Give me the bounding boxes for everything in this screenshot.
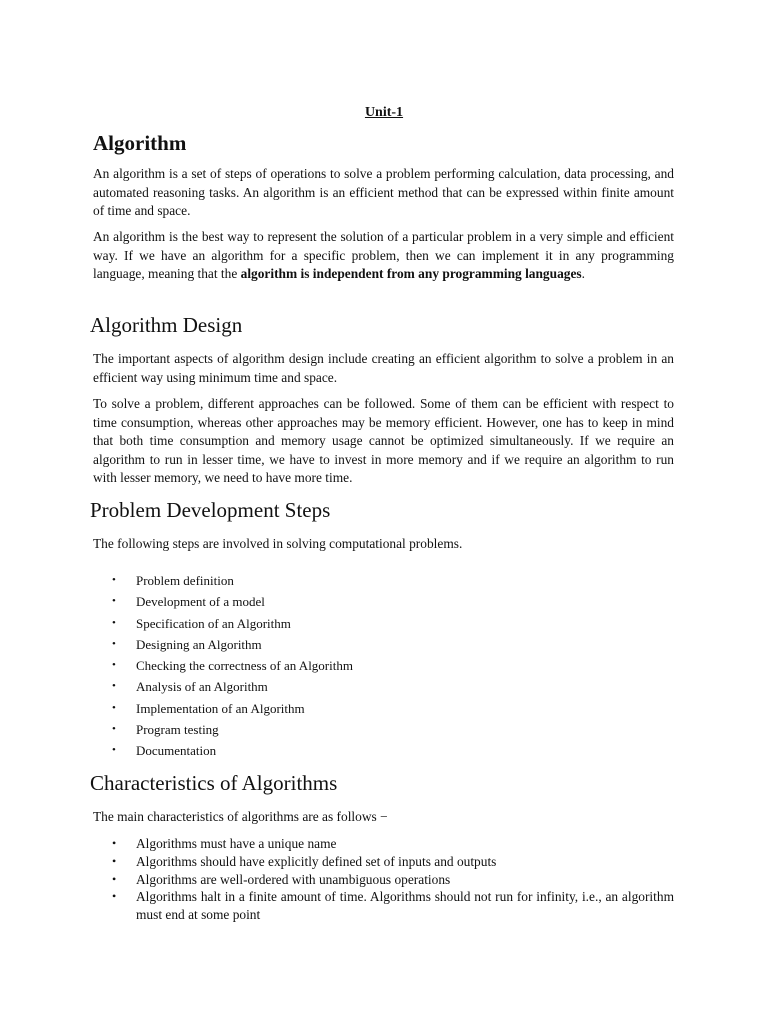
characteristics-intro: The main characteristics of algorithms are as follows − <box>93 809 388 824</box>
heading-algorithm-design: Algorithm Design <box>90 313 243 337</box>
list-item: • Program testing <box>93 719 353 740</box>
design-paragraph-2: To solve a problem, different approaches can be followed. Some of them can be efficient with respect to time consumption, whereas other approaches may be memory efficient. However, one has to keep in mind that both time consumption and memory usage cannot be optimized simultaneously. If we require an algorithm to run in lesser time, we have to invest in more memory and if we require an algorithm to run with lesser memory, we need to have more time. <box>93 396 674 485</box>
heading-problem-development-steps: Problem Development Steps <box>90 498 331 522</box>
list-item: • Algorithms halt in a finite amount of time. Algorithms should not run for infinity, i.e., an algorithm must end at some point <box>93 888 674 924</box>
algorithm-paragraph-2-bold: algorithm is independent from any programming languages <box>240 266 582 281</box>
list-item: • Algorithms are well-ordered with unambiguous operations <box>93 871 674 889</box>
list-item: • Specification of an Algorithm <box>93 613 353 634</box>
list-item: • Algorithms must have a unique name <box>93 835 674 853</box>
heading-characteristics: Characteristics of Algorithms <box>90 771 338 795</box>
list-item: • Analysis of an Algorithm <box>93 676 353 697</box>
characteristics-list <box>93 835 674 924</box>
list-item: • Development of a model <box>93 591 353 612</box>
design-paragraph-1: The important aspects of algorithm design include creating an efficient algorithm to solve a problem in an efficient way using minimum time and space. <box>93 351 674 385</box>
unit-title: Unit-1 <box>364 105 404 120</box>
algorithm-paragraph-2-end: . <box>581 266 585 281</box>
heading-algorithm: Algorithm <box>93 131 187 155</box>
algorithm-paragraph-1: An algorithm is a set of steps of operations to solve a problem performing calculation, data processing, and automated reasoning tasks. An algorithm is an efficient method that can be expressed within finite amount of time and space. <box>93 166 674 218</box>
list-item: • Designing an Algorithm <box>93 634 353 655</box>
steps-intro: The following steps are involved in solving computational problems. <box>93 536 463 551</box>
list-item: • Algorithms should have explicitly defined set of inputs and outputs <box>93 853 674 871</box>
list-item: • Implementation of an Algorithm <box>93 698 353 719</box>
list-item: • Documentation <box>93 740 353 761</box>
algorithm-paragraph-2-start: An algorithm is the best way to represent the solution of a particular problem in a very simple and efficient way. If we have an algorithm for a specific problem, then we can implement it in any programming language, meaning that the <box>93 229 674 281</box>
algorithm-paragraph-2 <box>93 228 674 284</box>
list-item: • Problem definition <box>93 570 353 591</box>
steps-list <box>93 570 353 762</box>
list-item: • Checking the correctness of an Algorithm <box>93 655 353 676</box>
